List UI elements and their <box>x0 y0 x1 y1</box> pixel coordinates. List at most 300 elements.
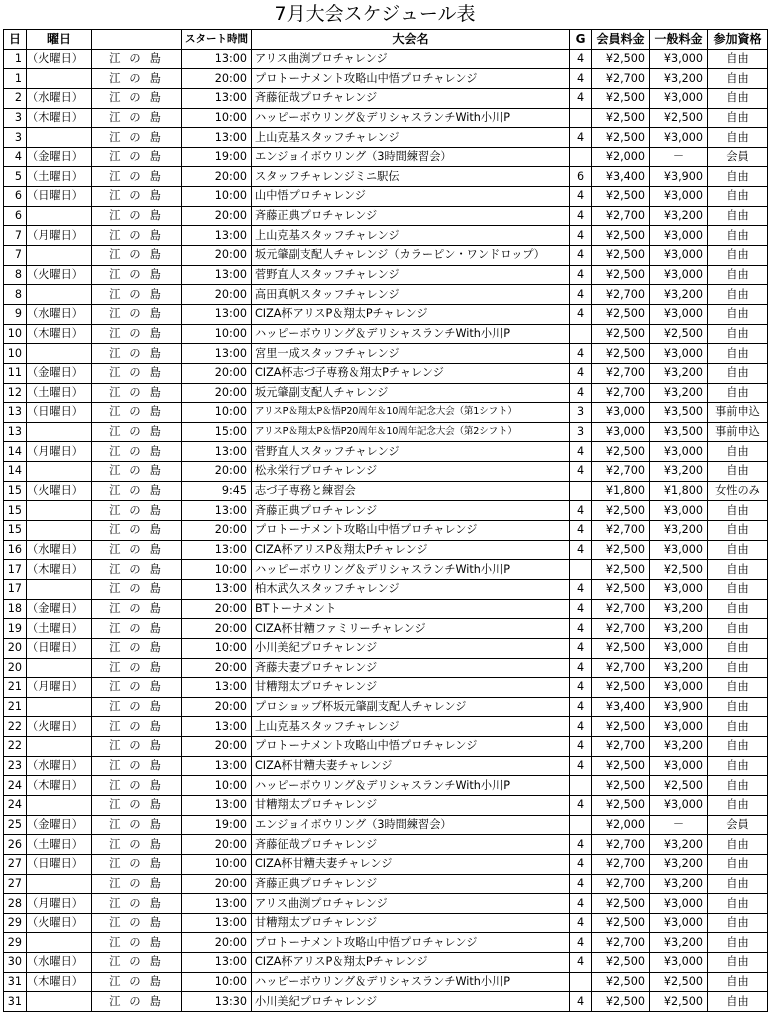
date-cell: 13 <box>4 422 27 442</box>
games-cell <box>570 147 592 167</box>
member-fee-cell: ¥2,500 <box>592 187 650 207</box>
eligibility-cell: 自由 <box>708 226 768 246</box>
general-fee-cell: ¥3,200 <box>650 619 708 639</box>
event-name-cell: CIZA杯甘糟夫妻チャレンジ <box>252 756 570 776</box>
event-name-cell: 斉藤征哉プロチャレンジ <box>252 88 570 108</box>
general-fee-cell: ¥3,500 <box>650 403 708 423</box>
table-row <box>4 756 768 776</box>
date-cell: 20 <box>4 658 27 678</box>
general-fee-cell: ¥3,000 <box>650 953 708 973</box>
start-time-cell: 20:00 <box>182 285 252 305</box>
event-name-cell: 斉藤正典プロチャレンジ <box>252 874 570 894</box>
table-row <box>4 638 768 658</box>
start-time-cell: 13:00 <box>182 894 252 914</box>
weekday-cell <box>27 246 92 266</box>
start-time-cell: 13:00 <box>182 442 252 462</box>
games-cell: 4 <box>570 462 592 482</box>
member-fee-cell: ¥2,500 <box>592 913 650 933</box>
member-fee-cell: ¥2,000 <box>592 815 650 835</box>
general-fee-cell: ¥3,000 <box>650 756 708 776</box>
start-time-cell: 20:00 <box>182 206 252 226</box>
date-cell: 14 <box>4 462 27 482</box>
eligibility-cell: 自由 <box>708 462 768 482</box>
table-row <box>4 344 768 364</box>
weekday-cell <box>27 344 92 364</box>
games-cell: 4 <box>570 206 592 226</box>
weekday-cell: （月曜日） <box>27 894 92 914</box>
games-cell: 4 <box>570 756 592 776</box>
games-cell: 4 <box>570 49 592 69</box>
start-time-cell: 20:00 <box>182 619 252 639</box>
table-row <box>4 206 768 226</box>
games-cell: 4 <box>570 442 592 462</box>
event-name-cell: 甘糟翔太プロチャレンジ <box>252 678 570 698</box>
date-cell: 22 <box>4 717 27 737</box>
date-cell: 11 <box>4 363 27 383</box>
event-name-cell: CIZA杯アリスP＆翔太Pチャレンジ <box>252 540 570 560</box>
member-fee-cell: ¥2,500 <box>592 304 650 324</box>
weekday-cell: （金曜日） <box>27 815 92 835</box>
general-fee-cell: － <box>650 147 708 167</box>
eligibility-cell: 自由 <box>708 383 768 403</box>
date-cell: 10 <box>4 324 27 344</box>
start-time-cell: 13:00 <box>182 304 252 324</box>
table-row <box>4 422 768 442</box>
date-cell: 26 <box>4 835 27 855</box>
games-cell <box>570 815 592 835</box>
games-cell: 4 <box>570 619 592 639</box>
eligibility-cell: 自由 <box>708 88 768 108</box>
event-name-cell: 坂元肇副支配人チャレンジ <box>252 383 570 403</box>
table-row <box>4 108 768 128</box>
date-cell: 13 <box>4 403 27 423</box>
start-time-cell: 13:00 <box>182 265 252 285</box>
eligibility-cell: 自由 <box>708 619 768 639</box>
event-name-cell: アリス曲渕プロチャレンジ <box>252 894 570 914</box>
place-cell: 江の島 <box>92 285 182 305</box>
event-name-cell: 高田真帆スタッフチャレンジ <box>252 285 570 305</box>
games-cell: 4 <box>570 540 592 560</box>
place-cell: 江の島 <box>92 619 182 639</box>
place-cell: 江の島 <box>92 344 182 364</box>
eligibility-cell: 女性のみ <box>708 481 768 501</box>
weekday-cell: （日曜日） <box>27 403 92 423</box>
member-fee-cell: ¥2,500 <box>592 795 650 815</box>
date-cell: 24 <box>4 795 27 815</box>
table-row <box>4 560 768 580</box>
member-fee-cell: ¥2,500 <box>592 49 650 69</box>
member-fee-cell: ¥2,700 <box>592 462 650 482</box>
table-row <box>4 815 768 835</box>
games-cell: 4 <box>570 599 592 619</box>
games-cell <box>570 972 592 992</box>
eligibility-cell: 自由 <box>708 304 768 324</box>
member-fee-cell: ¥2,700 <box>592 521 650 541</box>
weekday-cell: （土曜日） <box>27 835 92 855</box>
header-event-name: 大会名 <box>252 30 570 50</box>
weekday-cell: （水曜日） <box>27 304 92 324</box>
table-row <box>4 717 768 737</box>
games-cell: 4 <box>570 874 592 894</box>
weekday-cell <box>27 285 92 305</box>
start-time-cell: 20:00 <box>182 246 252 266</box>
table-row <box>4 462 768 482</box>
general-fee-cell: ¥3,200 <box>650 933 708 953</box>
table-row <box>4 147 768 167</box>
start-time-cell: 13:00 <box>182 501 252 521</box>
general-fee-cell: ¥3,000 <box>650 717 708 737</box>
general-fee-cell: － <box>650 815 708 835</box>
weekday-cell: （日曜日） <box>27 854 92 874</box>
member-fee-cell: ¥2,700 <box>592 874 650 894</box>
eligibility-cell: 会員 <box>708 815 768 835</box>
place-cell: 江の島 <box>92 874 182 894</box>
start-time-cell: 10:00 <box>182 403 252 423</box>
eligibility-cell: 自由 <box>708 344 768 364</box>
event-name-cell: プロトーナメント攻略山中悟プロチャレンジ <box>252 69 570 89</box>
general-fee-cell: ¥2,500 <box>650 972 708 992</box>
games-cell: 4 <box>570 501 592 521</box>
header-place <box>92 30 182 50</box>
general-fee-cell: ¥3,000 <box>650 540 708 560</box>
event-name-cell: プロトーナメント攻略山中悟プロチャレンジ <box>252 933 570 953</box>
table-row <box>4 599 768 619</box>
start-time-cell: 10:00 <box>182 972 252 992</box>
general-fee-cell: ¥3,200 <box>650 599 708 619</box>
event-name-cell: CIZA杯甘糟ファミリーチャレンジ <box>252 619 570 639</box>
eligibility-cell: 自由 <box>708 776 768 796</box>
date-cell: 9 <box>4 304 27 324</box>
event-name-cell: 松永栄行プロチャレンジ <box>252 462 570 482</box>
place-cell: 江の島 <box>92 481 182 501</box>
games-cell: 3 <box>570 403 592 423</box>
place-cell: 江の島 <box>92 147 182 167</box>
general-fee-cell: ¥3,000 <box>650 501 708 521</box>
schedule-table <box>3 29 768 1012</box>
member-fee-cell: ¥3,400 <box>592 167 650 187</box>
general-fee-cell: ¥3,200 <box>650 874 708 894</box>
place-cell: 江の島 <box>92 913 182 933</box>
games-cell: 4 <box>570 128 592 148</box>
general-fee-cell: ¥3,200 <box>650 835 708 855</box>
weekday-cell <box>27 737 92 757</box>
weekday-cell <box>27 521 92 541</box>
table-row <box>4 324 768 344</box>
event-name-cell: 上山克基スタッフチャレンジ <box>252 717 570 737</box>
table-row <box>4 854 768 874</box>
member-fee-cell: ¥2,500 <box>592 246 650 266</box>
place-cell: 江の島 <box>92 599 182 619</box>
weekday-cell: （木曜日） <box>27 776 92 796</box>
general-fee-cell: ¥2,500 <box>650 108 708 128</box>
weekday-cell: （金曜日） <box>27 363 92 383</box>
place-cell: 江の島 <box>92 540 182 560</box>
start-time-cell: 13:00 <box>182 953 252 973</box>
date-cell: 24 <box>4 776 27 796</box>
event-name-cell: CIZA杯アリスP＆翔太Pチャレンジ <box>252 304 570 324</box>
start-time-cell: 13:00 <box>182 344 252 364</box>
start-time-cell: 20:00 <box>182 462 252 482</box>
games-cell: 4 <box>570 953 592 973</box>
general-fee-cell: ¥3,900 <box>650 167 708 187</box>
table-row <box>4 776 768 796</box>
eligibility-cell: 自由 <box>708 501 768 521</box>
weekday-cell <box>27 795 92 815</box>
page-title: 7月大会スケジュール表 <box>274 3 476 25</box>
eligibility-cell: 自由 <box>708 108 768 128</box>
general-fee-cell: ¥3,000 <box>650 344 708 364</box>
event-name-cell: 斉藤夫妻プロチャレンジ <box>252 658 570 678</box>
start-time-cell: 10:00 <box>182 776 252 796</box>
general-fee-cell: ¥3,200 <box>650 363 708 383</box>
date-cell: 17 <box>4 560 27 580</box>
weekday-cell: （水曜日） <box>27 540 92 560</box>
place-cell: 江の島 <box>92 265 182 285</box>
games-cell: 4 <box>570 246 592 266</box>
start-time-cell: 20:00 <box>182 363 252 383</box>
place-cell: 江の島 <box>92 953 182 973</box>
event-name-cell: スタッフチャレンジミニ駅伝 <box>252 167 570 187</box>
weekday-cell: （火曜日） <box>27 481 92 501</box>
games-cell: 4 <box>570 69 592 89</box>
general-fee-cell: ¥3,200 <box>650 69 708 89</box>
general-fee-cell: ¥2,500 <box>650 324 708 344</box>
date-cell: 29 <box>4 913 27 933</box>
table-row <box>4 619 768 639</box>
member-fee-cell: ¥2,700 <box>592 69 650 89</box>
eligibility-cell: 自由 <box>708 678 768 698</box>
date-cell: 27 <box>4 874 27 894</box>
table-row <box>4 167 768 187</box>
start-time-cell: 20:00 <box>182 933 252 953</box>
start-time-cell: 20:00 <box>182 737 252 757</box>
weekday-cell <box>27 69 92 89</box>
member-fee-cell: ¥2,700 <box>592 383 650 403</box>
games-cell: 4 <box>570 795 592 815</box>
place-cell: 江の島 <box>92 363 182 383</box>
start-time-cell: 9:45 <box>182 481 252 501</box>
general-fee-cell: ¥2,500 <box>650 560 708 580</box>
member-fee-cell: ¥2,700 <box>592 285 650 305</box>
place-cell: 江の島 <box>92 442 182 462</box>
date-cell: 15 <box>4 521 27 541</box>
eligibility-cell: 自由 <box>708 756 768 776</box>
games-cell: 4 <box>570 658 592 678</box>
games-cell <box>570 324 592 344</box>
weekday-cell <box>27 874 92 894</box>
header-general-fee: 一般料金 <box>650 30 708 50</box>
event-name-cell: プロトーナメント攻略山中悟プロチャレンジ <box>252 521 570 541</box>
event-name-cell: ハッピーボウリング＆デリシャスランチWith小川P <box>252 972 570 992</box>
weekday-cell <box>27 462 92 482</box>
table-row <box>4 835 768 855</box>
general-fee-cell: ¥3,000 <box>650 913 708 933</box>
games-cell <box>570 776 592 796</box>
general-fee-cell: ¥3,200 <box>650 285 708 305</box>
games-cell: 4 <box>570 835 592 855</box>
weekday-cell: （月曜日） <box>27 226 92 246</box>
general-fee-cell: ¥1,800 <box>650 481 708 501</box>
date-cell: 8 <box>4 265 27 285</box>
start-time-cell: 20:00 <box>182 521 252 541</box>
weekday-cell: （火曜日） <box>27 49 92 69</box>
member-fee-cell: ¥2,500 <box>592 756 650 776</box>
place-cell: 江の島 <box>92 756 182 776</box>
eligibility-cell: 自由 <box>708 246 768 266</box>
general-fee-cell: ¥3,200 <box>650 383 708 403</box>
date-cell: 23 <box>4 756 27 776</box>
table-row <box>4 894 768 914</box>
eligibility-cell: 自由 <box>708 540 768 560</box>
general-fee-cell: ¥3,200 <box>650 737 708 757</box>
place-cell: 江の島 <box>92 462 182 482</box>
weekday-cell: （土曜日） <box>27 619 92 639</box>
date-cell: 10 <box>4 344 27 364</box>
table-row <box>4 992 768 1012</box>
start-time-cell: 10:00 <box>182 187 252 207</box>
eligibility-cell: 自由 <box>708 265 768 285</box>
games-cell: 4 <box>570 697 592 717</box>
place-cell: 江の島 <box>92 579 182 599</box>
place-cell: 江の島 <box>92 422 182 442</box>
place-cell: 江の島 <box>92 933 182 953</box>
weekday-cell: （火曜日） <box>27 913 92 933</box>
member-fee-cell: ¥2,500 <box>592 678 650 698</box>
table-row <box>4 501 768 521</box>
place-cell: 江の島 <box>92 992 182 1012</box>
weekday-cell: （金曜日） <box>27 599 92 619</box>
member-fee-cell: ¥2,700 <box>592 599 650 619</box>
general-fee-cell: ¥3,200 <box>650 206 708 226</box>
games-cell: 4 <box>570 638 592 658</box>
games-cell: 4 <box>570 579 592 599</box>
weekday-cell <box>27 697 92 717</box>
general-fee-cell: ¥2,500 <box>650 992 708 1012</box>
general-fee-cell: ¥2,500 <box>650 776 708 796</box>
games-cell: 4 <box>570 187 592 207</box>
weekday-cell: （月曜日） <box>27 442 92 462</box>
general-fee-cell: ¥3,000 <box>650 638 708 658</box>
place-cell: 江の島 <box>92 521 182 541</box>
start-time-cell: 13:30 <box>182 992 252 1012</box>
member-fee-cell: ¥2,500 <box>592 992 650 1012</box>
weekday-cell: （火曜日） <box>27 717 92 737</box>
date-cell: 5 <box>4 167 27 187</box>
eligibility-cell: 事前申込 <box>708 422 768 442</box>
eligibility-cell: 自由 <box>708 992 768 1012</box>
weekday-cell: （土曜日） <box>27 383 92 403</box>
event-name-cell: 斉藤征哉プロチャレンジ <box>252 835 570 855</box>
table-row <box>4 697 768 717</box>
place-cell: 江の島 <box>92 108 182 128</box>
place-cell: 江の島 <box>92 88 182 108</box>
weekday-cell <box>27 579 92 599</box>
weekday-cell <box>27 128 92 148</box>
eligibility-cell: 自由 <box>708 69 768 89</box>
games-cell: 4 <box>570 521 592 541</box>
date-cell: 1 <box>4 49 27 69</box>
games-cell: 4 <box>570 992 592 1012</box>
event-name-cell: アリス曲渕プロチャレンジ <box>252 49 570 69</box>
date-cell: 2 <box>4 88 27 108</box>
weekday-cell <box>27 422 92 442</box>
table-row <box>4 285 768 305</box>
start-time-cell: 13:00 <box>182 540 252 560</box>
games-cell: 4 <box>570 854 592 874</box>
eligibility-cell: 自由 <box>708 521 768 541</box>
date-cell: 3 <box>4 108 27 128</box>
start-time-cell: 13:00 <box>182 88 252 108</box>
event-name-cell: CIZA杯甘糟夫妻チャレンジ <box>252 854 570 874</box>
place-cell: 江の島 <box>92 226 182 246</box>
table-row <box>4 69 768 89</box>
general-fee-cell: ¥3,000 <box>650 88 708 108</box>
games-cell: 4 <box>570 933 592 953</box>
table-row <box>4 658 768 678</box>
games-cell: 4 <box>570 88 592 108</box>
member-fee-cell: ¥2,500 <box>592 344 650 364</box>
member-fee-cell: ¥2,500 <box>592 717 650 737</box>
general-fee-cell: ¥3,200 <box>650 658 708 678</box>
start-time-cell: 19:00 <box>182 147 252 167</box>
table-row <box>4 187 768 207</box>
date-cell: 6 <box>4 187 27 207</box>
member-fee-cell: ¥2,700 <box>592 619 650 639</box>
start-time-cell: 13:00 <box>182 49 252 69</box>
weekday-cell <box>27 933 92 953</box>
general-fee-cell: ¥3,000 <box>650 442 708 462</box>
event-name-cell: 甘糟翔太プロチャレンジ <box>252 913 570 933</box>
place-cell: 江の島 <box>92 383 182 403</box>
date-cell: 17 <box>4 579 27 599</box>
start-time-cell: 10:00 <box>182 324 252 344</box>
eligibility-cell: 自由 <box>708 187 768 207</box>
games-cell: 4 <box>570 678 592 698</box>
place-cell: 江の島 <box>92 697 182 717</box>
eligibility-cell: 自由 <box>708 697 768 717</box>
member-fee-cell: ¥1,800 <box>592 481 650 501</box>
event-name-cell: アリスP＆翔太P＆悟P20周年＆10周年記念大会（第2シフト） <box>252 422 570 442</box>
general-fee-cell: ¥3,000 <box>650 265 708 285</box>
eligibility-cell: 自由 <box>708 658 768 678</box>
place-cell: 江の島 <box>92 403 182 423</box>
table-row <box>4 88 768 108</box>
header-member-fee: 会員料金 <box>592 30 650 50</box>
date-cell: 21 <box>4 697 27 717</box>
weekday-cell: （水曜日） <box>27 88 92 108</box>
eligibility-cell: 自由 <box>708 599 768 619</box>
event-name-cell: CIZA杯アリスP＆翔太Pチャレンジ <box>252 953 570 973</box>
eligibility-cell: 自由 <box>708 933 768 953</box>
eligibility-cell: 自由 <box>708 874 768 894</box>
table-row <box>4 579 768 599</box>
table-row <box>4 128 768 148</box>
header-games: G <box>570 30 592 50</box>
games-cell: 4 <box>570 383 592 403</box>
date-cell: 31 <box>4 972 27 992</box>
place-cell: 江の島 <box>92 717 182 737</box>
table-row <box>4 795 768 815</box>
member-fee-cell: ¥2,500 <box>592 638 650 658</box>
member-fee-cell: ¥2,500 <box>592 501 650 521</box>
start-time-cell: 19:00 <box>182 815 252 835</box>
member-fee-cell: ¥2,500 <box>592 324 650 344</box>
header-weekday: 曜日 <box>27 30 92 50</box>
event-name-cell: 山中悟プロチャレンジ <box>252 187 570 207</box>
start-time-cell: 13:00 <box>182 579 252 599</box>
member-fee-cell: ¥2,500 <box>592 108 650 128</box>
place-cell: 江の島 <box>92 894 182 914</box>
